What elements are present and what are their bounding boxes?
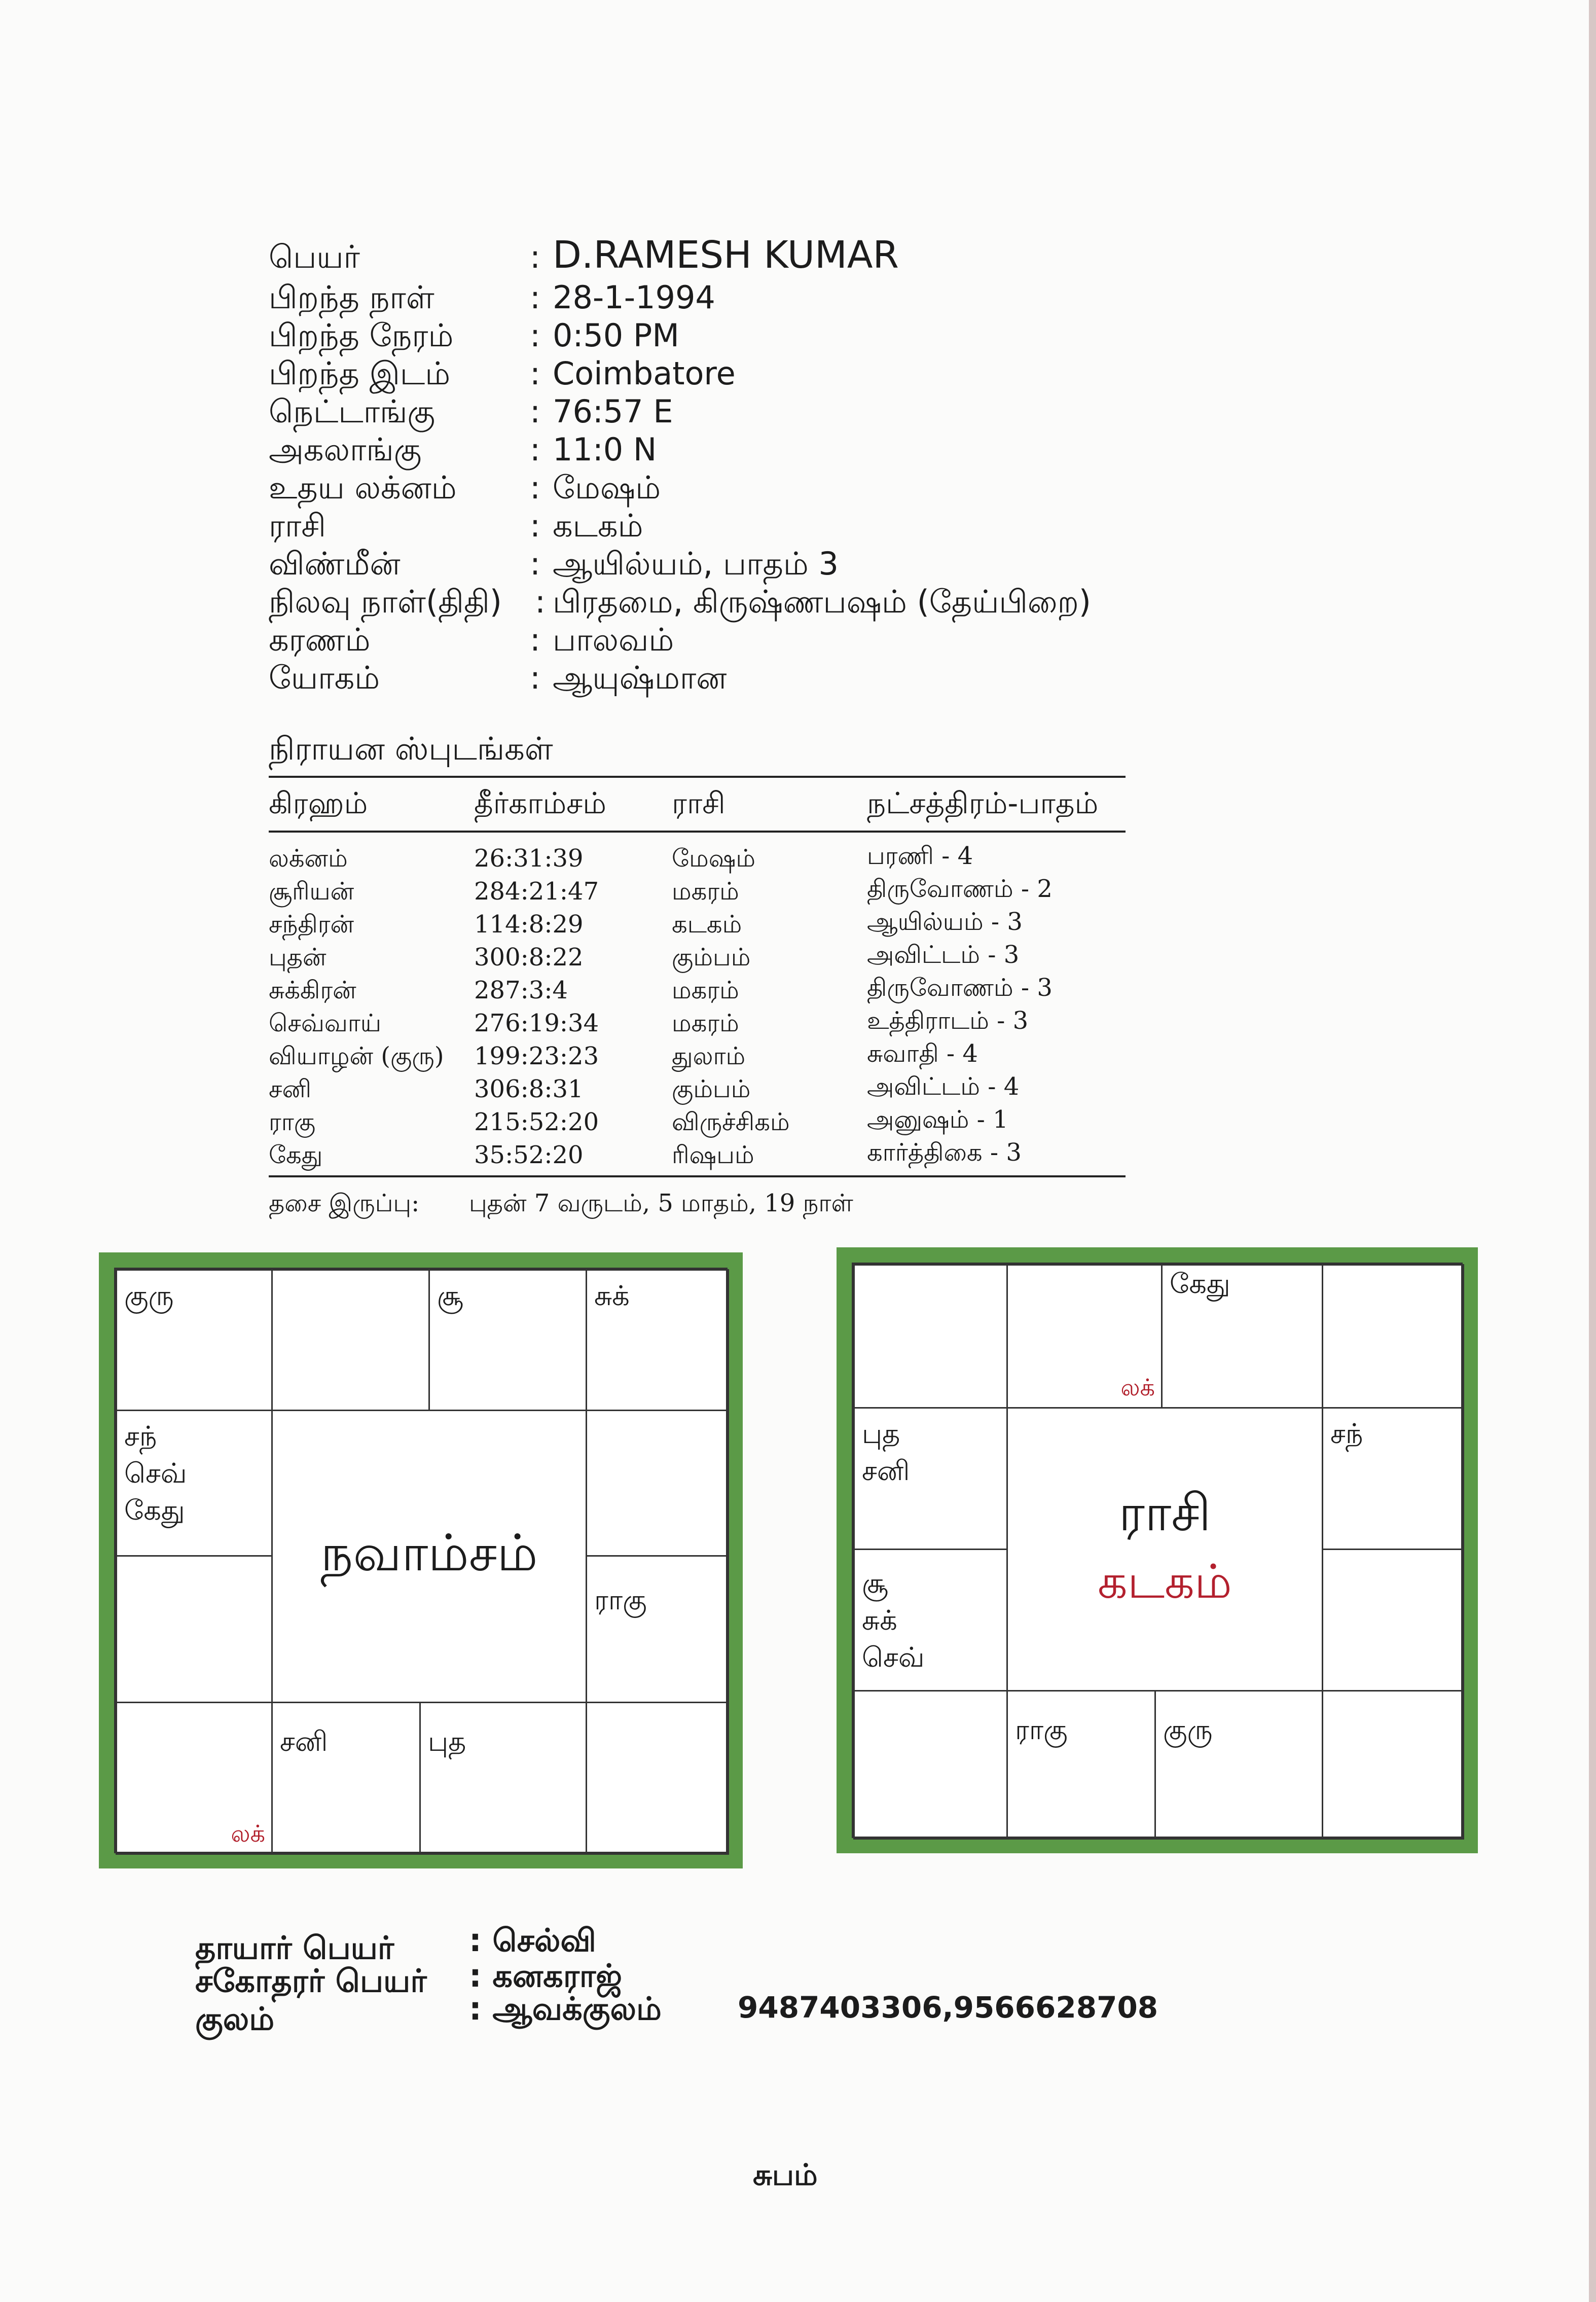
rasi-house	[1161, 1264, 1323, 1409]
cell-longitude: 284:21:47	[474, 877, 599, 906]
navamsa-house	[116, 1555, 273, 1703]
detail-label: உதய லக்னம்	[269, 469, 457, 506]
detail-colon: :	[530, 659, 540, 696]
table-bottom-rule	[269, 1175, 1126, 1177]
table-header-rule	[269, 831, 1126, 833]
detail-colon: :	[530, 507, 540, 544]
rasi-grid	[852, 1263, 1463, 1838]
rasi-title: ராசி	[1118, 1483, 1211, 1542]
detail-label: பிறந்த இடம்	[269, 355, 451, 392]
house-planets: சந் செவ் கேது	[124, 1420, 187, 1526]
detail-label: நிலவு நாள்(திதி)	[269, 583, 502, 620]
house-planets: ராகு	[1015, 1714, 1068, 1746]
house-planets: ராகு	[594, 1584, 647, 1616]
navamsa-house	[586, 1702, 729, 1855]
dasa-value: புதன் 7 வருடம், 5 மாதம், 19 நாள்	[469, 1189, 853, 1217]
table-header: தீர்காம்சம்	[474, 786, 606, 820]
cell-star: அனுஷம் - 1	[867, 1105, 1008, 1134]
cell-longitude: 35:52:20	[474, 1141, 584, 1169]
cell-rasi: கடகம்	[672, 910, 742, 939]
cell-star: பரணி - 4	[867, 842, 973, 870]
navamsa-house	[586, 1410, 729, 1557]
navamsa-house	[428, 1269, 587, 1411]
detail-colon: :	[530, 317, 540, 354]
rasi-center	[1006, 1407, 1323, 1692]
sibling-label: சகோதரர் பெயர்	[195, 1962, 427, 1999]
cell-rasi: ரிஷபம்	[672, 1141, 754, 1169]
detail-label: யோகம்	[269, 659, 380, 696]
navamsa-house	[116, 1702, 273, 1855]
detail-value: ஆயில்யம், பாதம் 3	[553, 545, 839, 582]
cell-star: அவிட்டம் - 3	[867, 941, 1020, 969]
cell-planet: சூரியன்	[269, 877, 354, 906]
table-header: நட்சத்திரம்-பாதம்	[867, 786, 1099, 820]
clan-label: குலம்	[195, 2000, 275, 2037]
navamsa-grid	[114, 1268, 728, 1853]
cell-longitude: 300:8:22	[474, 943, 584, 972]
house-planets: புத	[428, 1725, 466, 1757]
detail-value: Coimbatore	[553, 355, 736, 392]
cell-star: கார்த்திகை - 3	[867, 1138, 1022, 1167]
rasi-house	[853, 1407, 1008, 1550]
table-top-rule	[269, 776, 1126, 778]
detail-colon: :	[530, 355, 540, 392]
detail-colon: :	[530, 279, 540, 316]
navamsa-house	[586, 1269, 729, 1411]
house-planets: புத சனி	[862, 1418, 910, 1487]
rasi-house	[1322, 1549, 1464, 1692]
navamsa-house	[271, 1269, 430, 1411]
navamsa-house	[586, 1555, 729, 1703]
detail-value: கடகம்	[553, 507, 643, 544]
detail-colon: :	[535, 583, 546, 620]
navamsa-house	[419, 1702, 587, 1855]
house-planets: சுக்	[594, 1280, 630, 1312]
rasi-house	[1006, 1264, 1163, 1409]
cell-longitude: 306:8:31	[474, 1075, 584, 1103]
rasi-house	[1006, 1690, 1156, 1840]
cell-longitude: 276:19:34	[474, 1009, 599, 1037]
navamsa-title: நவாம்சம்	[320, 1523, 538, 1582]
table-header: ராசி	[672, 786, 726, 820]
detail-colon: :	[530, 621, 540, 658]
detail-label: பெயர்	[269, 238, 360, 275]
cell-planet: ராகு	[269, 1108, 316, 1136]
dasa-label: தசை இருப்பு:	[269, 1189, 420, 1217]
rasi-house	[1322, 1690, 1464, 1840]
cell-rasi: கும்பம்	[672, 1075, 751, 1103]
cell-rasi: மேஷம்	[672, 844, 756, 873]
page-edge	[1589, 0, 1596, 2302]
detail-label: பிறந்த நேரம்	[269, 317, 454, 354]
clan-value: : ஆவக்குலம்	[469, 1990, 662, 2027]
cell-star: அவிட்டம் - 4	[867, 1072, 1020, 1101]
rasi-house	[1322, 1407, 1464, 1550]
house-planets: சனி	[280, 1725, 328, 1757]
cell-planet: செவ்வாய்	[269, 1009, 382, 1037]
navamsa-house	[116, 1269, 273, 1411]
rasi-house	[853, 1549, 1008, 1692]
cell-rasi: விருச்சிகம்	[672, 1108, 790, 1136]
navamsa-house	[116, 1410, 273, 1557]
detail-label: ராசி	[269, 507, 326, 544]
cell-rasi: மகரம்	[672, 1009, 739, 1037]
house-planets: கேது	[1170, 1268, 1230, 1300]
cell-planet: சனி	[269, 1075, 311, 1103]
mother-value: : செல்வி	[469, 1922, 596, 1959]
detail-value: 28-1-1994	[553, 279, 715, 316]
detail-value-name: D.RAMESH KUMAR	[553, 233, 899, 277]
cell-planet: புதன்	[269, 943, 327, 972]
cell-planet: வியாழன் (குரு)	[269, 1042, 444, 1070]
phone-numbers: 9487403306,9566628708	[738, 1990, 1158, 2025]
table-header: கிரஹம்	[269, 786, 368, 820]
cell-star: திருவோணம் - 2	[867, 875, 1053, 903]
detail-colon: :	[530, 238, 540, 275]
lagna-marker: லக்	[1120, 1373, 1155, 1401]
lagna-marker: லக்	[231, 1819, 265, 1847]
detail-label: அகலாங்கு	[269, 431, 422, 468]
cell-longitude: 287:3:4	[474, 976, 568, 1004]
cell-planet: லக்னம்	[269, 844, 348, 873]
navamsa-chart	[99, 1252, 743, 1868]
cell-planet: கேது	[269, 1141, 323, 1169]
navamsa-center	[271, 1410, 587, 1703]
detail-label: நெட்டாங்கு	[269, 393, 436, 430]
detail-label: விண்மீன்	[269, 545, 401, 582]
detail-value: பாலவம்	[553, 621, 674, 658]
detail-label: பிறந்த நாள்	[269, 279, 434, 316]
detail-colon: :	[530, 393, 540, 430]
detail-colon: :	[530, 545, 540, 582]
cell-rasi: கும்பம்	[672, 943, 751, 972]
cell-rasi: மகரம்	[672, 877, 739, 906]
detail-value: 11:0 N	[553, 431, 657, 468]
rasi-house	[853, 1690, 1008, 1840]
cell-longitude: 114:8:29	[474, 910, 584, 939]
mother-label: தாயார் பெயர்	[195, 1929, 394, 1966]
rasi-sign: கடகம்	[1098, 1555, 1232, 1609]
house-planets: சூ சுக் செவ்	[862, 1567, 925, 1673]
cell-rasi: துலாம்	[672, 1042, 746, 1070]
cell-longitude: 215:52:20	[474, 1108, 599, 1136]
house-planets: சந்	[1330, 1418, 1363, 1450]
rasi-house	[1322, 1264, 1464, 1409]
footer-subam: சுபம்	[753, 2157, 818, 2192]
detail-value: பிரதமை, கிருஷ்ணபஷம் (தேய்பிறை)	[553, 583, 1091, 620]
detail-value: 0:50 PM	[553, 317, 679, 354]
detail-value: 76:57 E	[553, 393, 673, 430]
sibling-value: : கனகராஜ்	[469, 1957, 622, 1994]
detail-colon: :	[530, 431, 540, 468]
rasi-house	[1154, 1690, 1323, 1840]
cell-star: உத்திராடம் - 3	[867, 1006, 1029, 1035]
navamsa-house	[271, 1702, 421, 1855]
detail-colon: :	[530, 469, 540, 506]
cell-longitude: 26:31:39	[474, 844, 584, 873]
planets-title: நிராயன ஸ்புடங்கள்	[269, 730, 553, 767]
house-planets: குரு	[1163, 1714, 1213, 1746]
cell-rasi: மகரம்	[672, 976, 739, 1004]
cell-planet: சந்திரன்	[269, 910, 354, 939]
cell-longitude: 199:23:23	[474, 1042, 599, 1070]
house-planets: சூ	[437, 1280, 463, 1312]
detail-value: ஆயுஷ்மான	[553, 659, 727, 696]
detail-value: மேஷம்	[553, 469, 661, 506]
rasi-chart	[837, 1247, 1478, 1853]
cell-star: திருவோணம் - 3	[867, 974, 1053, 1002]
cell-star: ஆயில்யம் - 3	[867, 908, 1023, 936]
house-planets: குரு	[124, 1280, 174, 1312]
rasi-house	[853, 1264, 1008, 1409]
cell-planet: சுக்கிரன்	[269, 976, 356, 1004]
detail-label: கரணம்	[269, 621, 371, 658]
cell-star: சுவாதி - 4	[867, 1039, 978, 1068]
